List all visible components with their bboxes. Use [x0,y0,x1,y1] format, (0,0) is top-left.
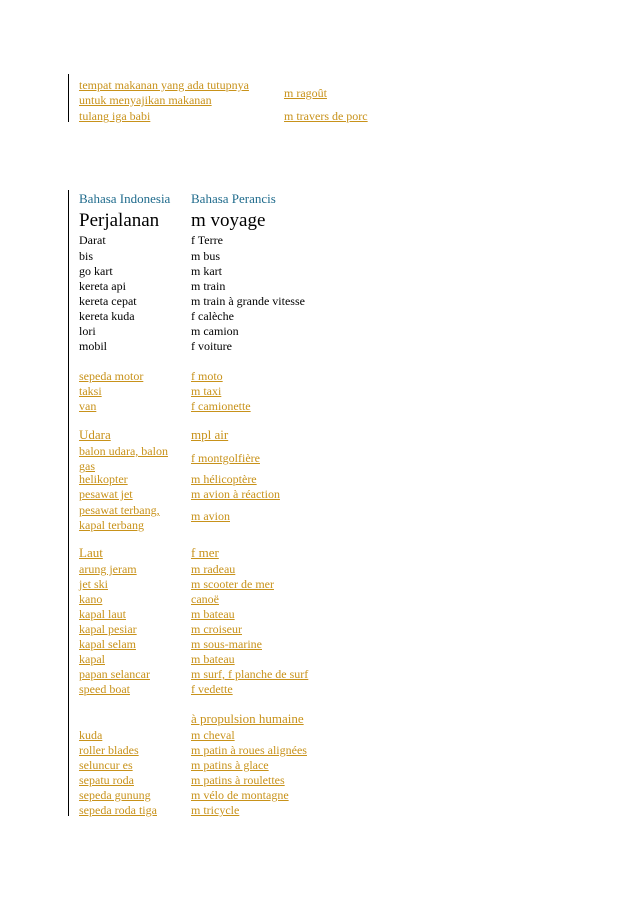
table-row [69,803,369,817]
vocab-link[interactable]: kano [79,592,103,606]
word-id: mobil [79,339,108,353]
word-fr: f voiture [191,339,232,353]
vocab-link[interactable]: m cheval [191,728,235,742]
table-row [69,743,369,757]
table-row [69,682,369,696]
section-heading-id: Darat [79,233,106,247]
table-row [69,264,369,278]
section-heading-fr[interactable]: à propulsion humaine [191,711,304,726]
title-perancis: m voyage [191,210,266,231]
vocab-link[interactable]: speed boat [79,682,130,696]
section-heading-fr[interactable]: mpl air [191,427,229,442]
section-heading-id[interactable]: Laut [79,545,103,560]
vocab-link[interactable]: m patins à glace [191,758,269,772]
vocab-link[interactable]: sepeda roda tiga [79,803,157,817]
vocab-link[interactable]: seluncur es [79,758,133,772]
word-fr: m camion [191,324,239,338]
vocab-link[interactable]: m scooter de mer [191,577,274,591]
vocab-link[interactable]: sepatu roda [79,773,134,787]
word-id: kereta cepat [79,294,137,308]
table-row [69,622,369,636]
column-header-indonesia: Bahasa Indonesia [79,191,171,206]
vocab-link[interactable]: balon udara, balon [79,444,168,458]
section-heading-fr[interactable]: f mer [191,545,219,560]
vocab-table [68,190,369,816]
vocab-link[interactable]: kapal pesiar [79,622,137,636]
vocab-link[interactable]: pesawat jet [79,487,133,501]
word-fr: m bus [191,249,221,263]
table-row [69,472,369,486]
vocab-link[interactable]: sepeda gunung [79,788,151,802]
vocab-link[interactable]: m surf, f planche de surf [191,667,309,681]
section-heading-row [69,233,369,247]
vocab-link[interactable]: m ragoût [284,86,327,100]
vocab-link[interactable]: untuk menyajikan makanan [79,93,212,107]
table-row [69,249,369,263]
vocab-link[interactable]: m hélicoptère [191,472,257,486]
word-fr: m train [191,279,226,293]
table-row [69,667,369,681]
section-heading-id[interactable]: Udara [79,427,111,442]
table-row [69,652,369,666]
table-row [69,487,369,501]
vocab-link[interactable]: m bateau [191,652,235,666]
column-header-perancis: Bahasa Perancis [191,191,276,206]
table-row [69,637,369,651]
table-row [69,503,369,531]
vocab-link[interactable]: canoë [191,592,219,606]
table-row [69,324,369,338]
vocab-link[interactable]: jet ski [79,577,108,591]
vocab-link[interactable]: arung jeram [79,562,137,576]
vocab-link[interactable]: gas [79,459,95,473]
word-id: lori [79,324,96,338]
vocab-link[interactable]: helikopter [79,472,128,486]
vocab-link[interactable]: kapal laut [79,607,126,621]
vocab-link[interactable]: m tricycle [191,803,240,817]
table-row [69,279,369,293]
table-row [69,444,369,472]
top-vocab-block [68,74,389,122]
vocab-link[interactable]: m taxi [191,384,222,398]
vocab-link[interactable]: m radeau [191,562,236,576]
vocab-link[interactable]: f montgolfière [191,451,260,465]
vocab-link[interactable]: f camionette [191,399,251,413]
vocab-link[interactable]: m vélo de montagne [191,788,289,802]
vocab-link[interactable]: f vedette [191,682,233,696]
table-row [69,399,369,413]
section-heading-row [69,545,369,560]
table-title-row [69,210,369,232]
table-header-row [69,192,369,206]
vocab-link[interactable]: van [79,399,97,413]
vocab-link[interactable]: papan selancar [79,667,150,681]
vocab-link[interactable]: m bateau [191,607,235,621]
section-heading-row [69,427,369,442]
vocab-link[interactable]: roller blades [79,743,139,757]
word-fr: f calèche [191,309,234,323]
word-id: bis [79,249,94,263]
word-id: go kart [79,264,113,278]
vocab-link[interactable]: kuda [79,728,103,742]
vocab-link[interactable]: pesawat terbang, [79,503,160,517]
table-row [69,369,369,383]
table-row [69,607,369,621]
vocab-link[interactable]: sepeda motor [79,369,144,383]
table-row [69,728,369,742]
table-row [69,592,369,606]
vocab-link[interactable]: tulang iga babi [79,109,151,123]
table-row [69,309,369,323]
table-row [69,562,369,576]
section-heading-row [69,711,369,726]
vocab-link[interactable]: kapal [79,652,105,666]
word-id: kereta api [79,279,126,293]
vocab-link[interactable]: m avion [191,509,230,523]
table-row [69,577,369,591]
table-row [69,773,369,787]
table-row [69,788,369,802]
word-fr: m kart [191,264,222,278]
vocab-link[interactable]: m avion à réaction [191,487,280,501]
table-row [69,758,369,772]
section-heading-fr: f Terre [191,233,223,247]
word-fr: m train à grande vitesse [191,294,305,308]
vocab-link[interactable]: m croiseur [191,622,242,636]
table-row [69,339,369,353]
vocab-link[interactable]: f moto [191,369,223,383]
vocab-link[interactable]: kapal terbang [79,518,144,532]
vocab-link[interactable]: kapal selam [79,637,136,651]
table-row [69,294,369,308]
vocab-link[interactable]: m patin à roues alignées [191,743,307,757]
vocab-link[interactable]: m patins à roulettes [191,773,285,787]
vocab-link[interactable]: tempat makanan yang ada tutupnya [79,78,249,92]
vocab-link[interactable]: m sous-marine [191,637,262,651]
table-row [69,384,369,398]
vocab-link[interactable]: taksi [79,384,102,398]
word-id: kereta kuda [79,309,135,323]
vocab-link[interactable]: m travers de porc [284,109,368,123]
title-indonesia: Perjalanan [79,210,160,231]
